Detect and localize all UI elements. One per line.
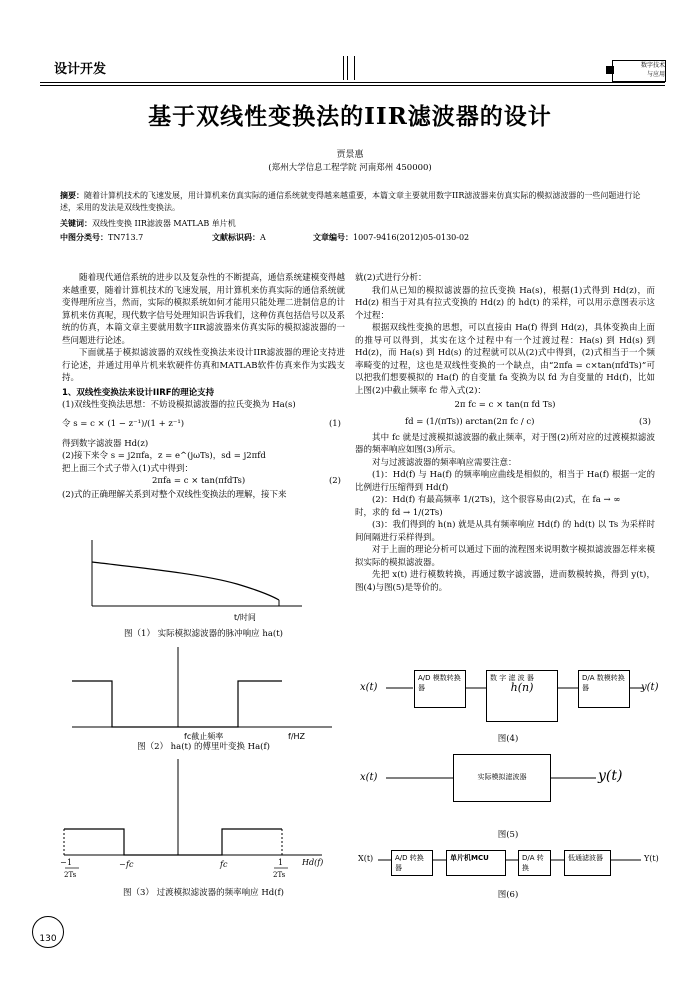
clc-label: 中图分类号：	[60, 232, 108, 242]
analysis-paragraph: 对于上面的理论分析可以通过下面的流程图来说明数字模拟滤波器怎样来模拟实际的模拟滤波器。	[355, 545, 655, 568]
doc-code-label: 文献标识码：	[212, 232, 260, 242]
doc-code-value: A	[260, 233, 266, 242]
analysis-paragraph: 先把 x(t) 进行模数转换，再通过数字滤波器，进而数模转换，得到 y(t)，图(4)与图(5)是等价的。	[355, 570, 655, 593]
header-divider	[354, 56, 355, 80]
figure-1-plot	[62, 538, 345, 628]
equation-4-number: (3)	[638, 416, 651, 427]
right-column	[355, 272, 655, 594]
figure-1-caption: 图（1） 实际模拟滤波器的脉冲响应 ha(t)	[124, 629, 283, 639]
ad-box: A/D 转换器	[391, 850, 433, 876]
intro-paragraph: 随着现代通信系统的进步以及复杂性的不断提高，通信系统建模变得越来越重要，随着计算机技术的飞速发展，用计算机来仿真实际的通信系统就变得理所应当，然而，实际的模拟系统如何才能用只能处理二进制信息的计算机来仿真呢，现代数字信号处理知识告诉我们，这种仿真包括信号以及系统的仿真，本篇文章主要就用数字IIR滤波器来仿真实际的模拟滤波器的一些问题进行论述。	[62, 273, 345, 346]
equation-2: 2πfa = c × tan(πfdTs)	[152, 476, 246, 486]
page-number: 130	[32, 916, 64, 948]
equation-3: 2π fc = c × tan(π fd Ts)	[454, 400, 556, 410]
analysis-paragraph: (2)：Hd(f) 有最高频率 1/(2Ts)，这个很容易由(2)式，在 fa → ∞	[372, 495, 621, 505]
article-no	[313, 232, 469, 243]
header-divider	[347, 56, 348, 80]
fig5-input: x(t)	[360, 772, 378, 783]
lowpass-box: 低通滤波器	[564, 850, 611, 876]
figure-5-caption: 图(5)	[497, 830, 519, 840]
fig3-right-numerator: 1	[278, 858, 284, 867]
equation-1-number: (1)	[328, 418, 341, 429]
journal-logo	[612, 60, 666, 82]
fig3-axis-label: Hd(f)	[302, 858, 324, 867]
figure-3-plot	[62, 757, 345, 882]
ad-converter-box: A/D 模数转换器	[414, 670, 466, 708]
fig1-axis-label: t/时间	[234, 613, 256, 622]
article-title: 基于双线性变换法的IIR滤波器的设计	[148, 103, 552, 130]
figure-5	[358, 750, 658, 840]
abstract-label: 摘要：	[60, 190, 84, 200]
figure-3-caption: 图（3） 过渡模拟滤波器的频率响应 Hd(f)	[123, 888, 284, 898]
fig3-left-fc-minus: −	[119, 860, 126, 869]
fig2-cutoff-label: fc截止频率	[184, 732, 224, 741]
digital-filter-label: 数 字 滤 波 器	[490, 674, 534, 682]
logo-line1: 数字技术	[640, 62, 665, 69]
fig4-output: y(t)	[641, 682, 659, 693]
header-divider	[343, 56, 344, 80]
fig3-right-denominator: 2Ts	[273, 871, 286, 879]
section-heading: 1、双线性变换法来设计IIRF的理论支持	[62, 387, 215, 398]
equation-4: fd = (1/(πTs)) arctan(2π fc / c)	[405, 416, 535, 427]
header-rule	[40, 85, 665, 86]
author: 贾景惠	[336, 150, 364, 160]
fig3-left-numerator: 1	[67, 858, 73, 867]
fig2-axis-label: f/HZ	[288, 732, 306, 741]
section-label: 设计开发	[54, 62, 107, 77]
mcu-box: 单片机MCU	[446, 850, 506, 876]
analysis-paragraph: (3)：我们得到的 h(n) 就是从具有频率响应 Hd(f) 的 hd(t) 以 Ts 为采样时间间隔进行采样得到。	[355, 520, 655, 543]
da-box: D/A 转 换	[518, 850, 551, 876]
analysis-paragraph: 对与过渡滤波器的频率响应需要注意：	[372, 457, 517, 468]
clc-line	[60, 232, 143, 243]
fig3-left-denominator: 2Ts	[64, 871, 77, 879]
magnitude-response	[72, 681, 282, 727]
abstract-text: 随着计算机技术的飞速发展，用计算机来仿真实际的通信系统就变得越来越重要，本篇文章主要就用数字IIR滤波器来仿真实际的模拟滤波器的一些问题进行论述，采用的发法是双线性变换法。	[60, 191, 641, 212]
analysis-paragraph: (1)：Hd(f) 与 Ha(f) 的频率响应曲线是相似的，相当于 Ha(f) 根据一定的比例进行压缩得到 Hd(f)	[355, 470, 655, 493]
impulse-response-label: h(n)	[510, 681, 534, 694]
fig3-left-fc: fc	[126, 860, 134, 869]
intro-paragraph-2: 下面就基于模拟滤波器的双线性变换法来设计IIR滤波器的理论支持进行论述，并通过用单片机来软硬件仿真和MATLAB软件仿真来作为实践支持。	[62, 348, 345, 383]
analysis-text: 时，求的 fd → 1/(2Ts)	[355, 507, 443, 518]
clc-value: TN713.7	[108, 233, 144, 242]
fig6-input: X(t)	[358, 854, 374, 863]
keywords	[60, 218, 236, 229]
equation-1-row	[62, 412, 345, 438]
analog-filter-box: 实际模拟滤波器	[453, 754, 551, 802]
digital-filter-box	[486, 670, 558, 722]
logo-line2: 与应用	[646, 71, 665, 78]
figure-4-caption: 图(4)	[497, 734, 519, 744]
article-no-label: 文章编号：	[313, 232, 353, 242]
method-text: (1)双线性变换法思想：不妨设模拟滤波器的拉氏变换为 Ha(s)	[62, 400, 296, 410]
equation-2-number: (2)	[328, 476, 341, 486]
equation-2-row	[62, 475, 345, 489]
fig6-output: Y(t)	[644, 854, 659, 863]
method-text: 得到数字滤波器 Hd(z)	[62, 438, 149, 449]
equation-1: 令 s = c × (1 − z⁻¹)/(1 + z⁻¹)	[62, 418, 185, 429]
method-text: 把上面三个式子带入(1)式中得到：	[62, 463, 194, 474]
method-text: (2)接下来令 s = j2πfa，z = e^(jωTs)，sd = j2πfd	[62, 451, 266, 461]
keywords-text: 双线性变换 IIR滤波器 MATLAB 单片机	[92, 219, 236, 228]
doc-code	[212, 232, 266, 243]
da-converter-box: D/A 数模转换器	[578, 670, 630, 708]
header-rule	[40, 82, 665, 83]
article-no-value: 1007-9416(2012)05-0130-02	[353, 233, 470, 242]
left-column	[62, 272, 345, 502]
affiliation: (郑州大学信息工程学院 河南郑州 450000)	[268, 163, 432, 173]
analysis-paragraph: 我们从已知的模拟滤波器的拉氏变换 Ha(s)，根据(1)式得到 Hd(z)，而 Hd(z) 相当于对具有拉式变换的 Hd(z) 的 hd(t) 的采样，可以用示意图表示这个过程：	[355, 285, 655, 321]
fig5-output: y(t)	[598, 768, 623, 784]
analysis-paragraph: 根据双线性变换的思想，可以直接由 Ha(f) 得到 Hd(z)，具体变换由上面的推导可以得到，其实在这个过程中有一个过渡过程：Ha(s) 到 Hd(s) 到 Hd(z)，而 Ha(s) 到 Hd(s) 的过程就可以从(2)式中得到，(2)式相当于一个频率畸变的过程，这也是双线性变换的一个缺点，由“2πfa = c×tan(πfdTs)”可以把我们想要模拟的 Ha(f) 的自变量 fa 变换为以 fd 为自变量的 Hd(f)，比如上图(2)中截止频率 fc 带入式(2)：	[355, 323, 655, 396]
analysis-text: 就(2)式进行分析：	[355, 273, 427, 283]
fig3-right-fc: fc	[220, 860, 228, 869]
fig3-left-minus: −	[60, 858, 67, 867]
impulse-response-curve	[92, 562, 279, 600]
figure-6-caption: 图(6)	[497, 890, 519, 900]
figure-4	[358, 666, 658, 746]
abstract	[60, 189, 645, 214]
figure-2-caption: 图（2） ha(t) 的傅里叶变换 Ha(f)	[137, 742, 270, 752]
figure-2-plot	[62, 645, 345, 740]
fig4-input: x(t)	[360, 682, 378, 693]
analysis-paragraph: 其中 fc 就是过渡模拟滤波器的截止频率，对于图(2)所对应的过渡模拟滤波器的频率响应如图(3)所示。	[355, 432, 655, 455]
equation-4-row	[355, 414, 655, 432]
transition-response	[64, 829, 282, 855]
keywords-label: 关键词：	[60, 218, 92, 228]
figure-6	[358, 850, 658, 900]
method-text: (2)式的正确理解关系到对整个双线性变换法的理解，接下来	[62, 490, 287, 500]
